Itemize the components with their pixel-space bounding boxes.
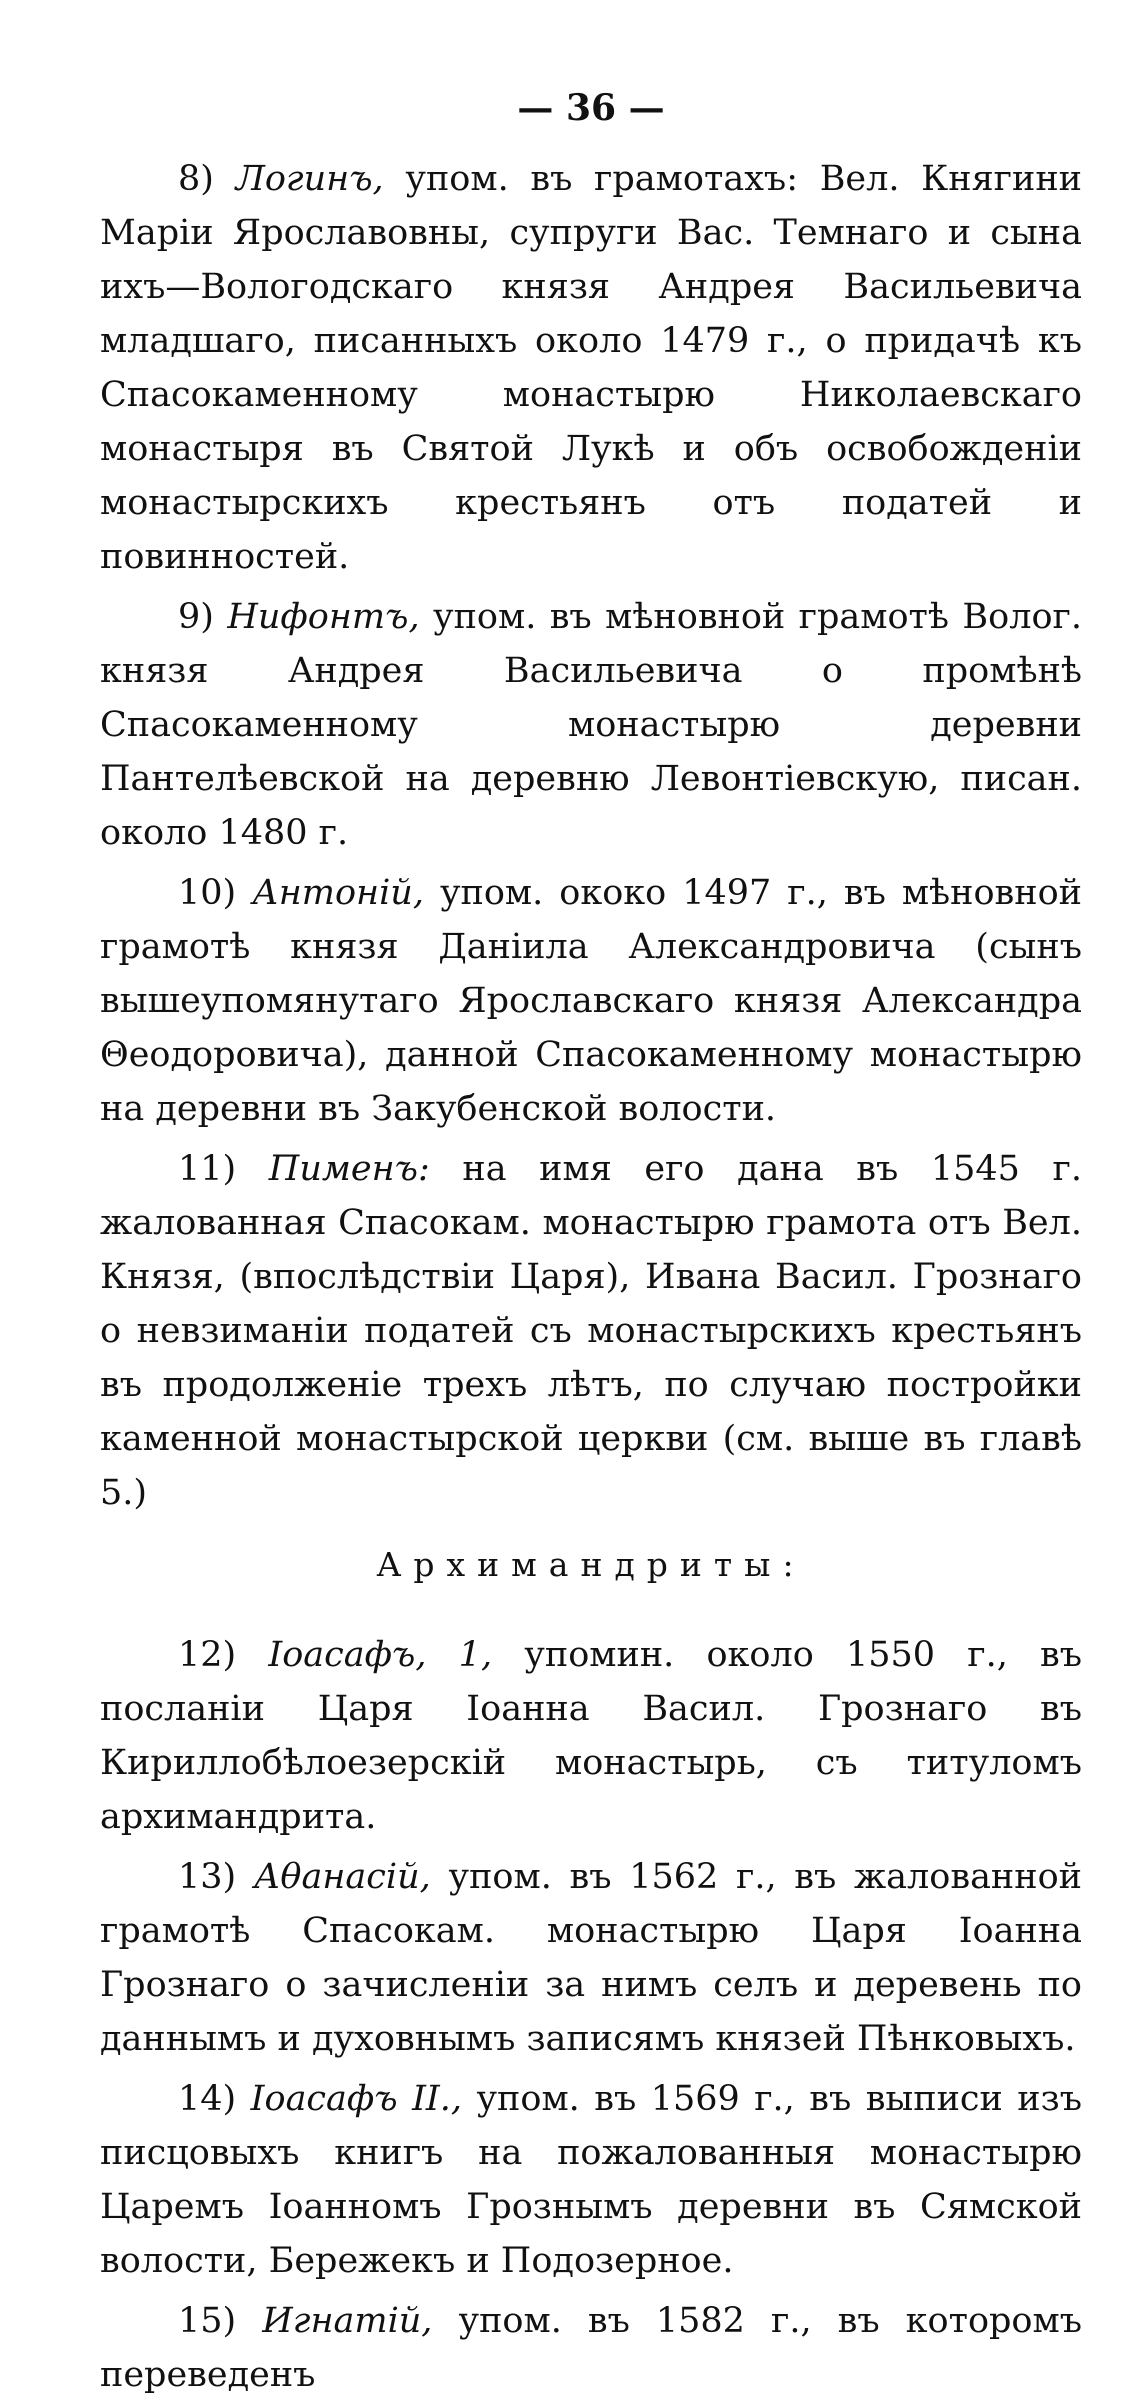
entry-text: на имя его дана въ 1545 г. жалованная Спасокам. монастырю грамота отъ Вел. Князя, (впослѣдствіи Царя), Ивана Васил. Грознаго о невзиманіи податей съ монастырскихъ крестьянъ въ продолженіе трехъ лѣтъ, по случаю постройки каменной монастырской церкви (см. выше въ главѣ 5.) <box>100 1149 1082 1513</box>
entry-text: упом. въ грамотахъ: Вел. Княгини Маріи Ярославовны, супруги Вас. Темнаго и сына ихъ—Вологодскаго князя Андрея Васильевича младшаго, писанныхъ около 1479 г., о придачѣ къ Спасокаменному монастырю Николаевскаго монастыря въ Святой Лукѣ и объ освобожденіи монастырскихъ крестьянъ отъ податей и повинностей. <box>100 159 1082 577</box>
entry-text: упом. въ 1582 г., въ которомъ переведенъ <box>100 2301 1082 2395</box>
entry-number: 10) <box>178 873 237 913</box>
entry-text: упом. въ мѣновной грамотѣ Волог. князя Андрея Васильевича о промѣнѣ Спасокаменному монастырю деревни Пантелѣевской на деревню Левонтіевскую, писан. около 1480 г. <box>100 597 1082 853</box>
document-page <box>100 86 1082 2408</box>
entry-name: Іоасафъ, 1, <box>268 1635 493 1675</box>
entry-number: 14) <box>178 2079 237 2119</box>
entry-11 <box>100 1142 1082 1520</box>
entry-number: 9) <box>178 597 214 637</box>
entry-number: 13) <box>178 1857 237 1897</box>
entry-number: 8) <box>178 159 214 199</box>
entry-text: упом. въ 1569 г., въ выписи изъ писцовыхъ книгъ на пожалованныя монастырю Царемъ Іоанномъ Грознымъ деревни въ Сямской волости, Бережекъ и Подозерное. <box>100 2079 1082 2281</box>
entry-8 <box>100 152 1082 584</box>
entry-name: Аθанасій, <box>253 1857 431 1897</box>
entry-number: 11) <box>178 1149 237 1189</box>
entry-12 <box>100 1628 1082 1844</box>
entry-number: 12) <box>178 1635 237 1675</box>
entry-text: упом. въ 1562 г., въ жалованной грамотѣ Спасокам. монастырю Царя Іоанна Грознаго о зачисленіи за нимъ селъ и деревень по даннымъ и духовнымъ записямъ князей Пѣнковыхъ. <box>100 1857 1082 2059</box>
entry-name: Пименъ: <box>268 1149 430 1189</box>
entry-name: Логинъ, <box>235 159 384 199</box>
section-heading: Архимандриты: <box>376 1545 806 1584</box>
entry-number: 15) <box>178 2301 237 2341</box>
entry-name: Іоасафъ II., <box>250 2079 462 2119</box>
entry-text: упомин. около 1550 г., въ посланіи Царя Іоанна Васил. Грознаго въ Кириллобѣлоезерскій монастырь, съ титуломъ архимандрита. <box>100 1635 1082 1837</box>
entry-text: упом. ококо 1497 г., въ мѣновной грамотѣ князя Даніила Александровича (сынъ вышеупомянутаго Ярославскаго князя Александра Θеодоровича), данной Спасокаменному монастырю на деревни въ Закубенской волости. <box>100 873 1082 1129</box>
page-number: — 36 — <box>517 87 665 129</box>
entry-13 <box>100 1850 1082 2066</box>
entry-15 <box>100 2294 1082 2402</box>
entry-14 <box>100 2072 1082 2288</box>
entry-9 <box>100 590 1082 860</box>
entry-name: Нифонтъ, <box>227 597 420 637</box>
entry-name: Антоній, <box>252 873 424 913</box>
entry-name: Игнатій, <box>262 2301 433 2341</box>
entry-10 <box>100 866 1082 1136</box>
